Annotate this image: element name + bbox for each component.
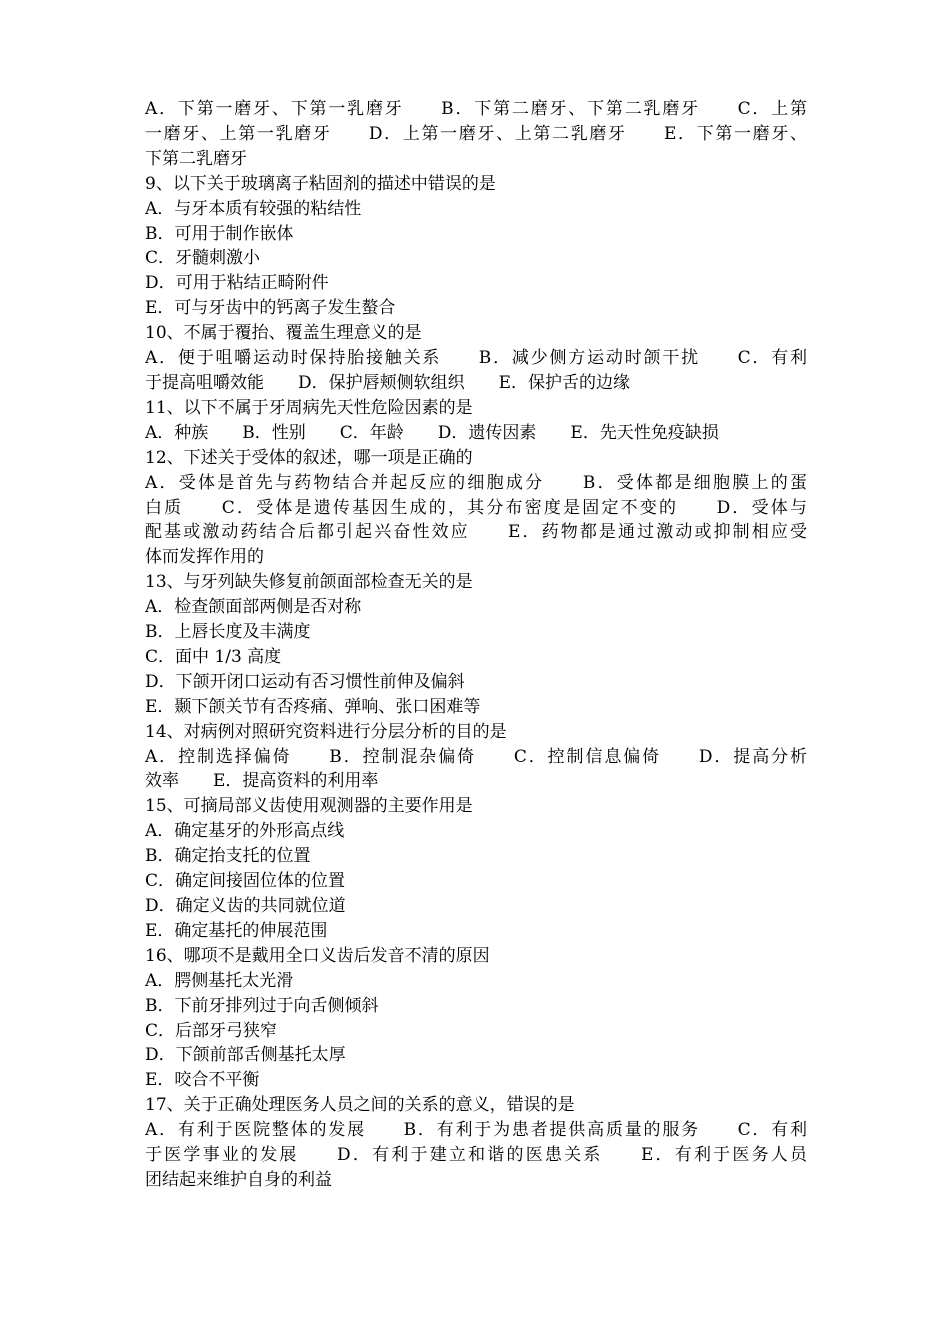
text-line: A．有利于医院整体的发展 B．有利于为患者提供高质量的服务 C．有利 [145,1120,807,1141]
text-line: E．可与牙齿中的钙离子发生螯合 [145,298,396,319]
text-line: A．种族 B．性别 C．年龄 D．遗传因素 E．先天性免疫缺损 [145,422,719,443]
text-line: 下第二乳磨牙 [145,148,247,169]
text-line: 团结起来维护自身的利益 [145,1169,332,1190]
text-line: B．确定抬支托的位置 [145,846,311,867]
text-line: 于提高咀嚼效能 D．保护唇颊侧软组织 E．保护舌的边缘 [145,372,631,393]
text-line: 16、哪项不是戴用全口义齿后发音不清的原因 [145,945,490,966]
text-line: 11、以下不属于牙周病先天性危险因素的是 [145,397,473,418]
text-line: A．下第一磨牙、下第一乳磨牙 B．下第二磨牙、下第二乳磨牙 C．上第 [145,99,807,119]
text-line: B．可用于制作嵌体 [145,223,294,244]
text-line: 10、不属于覆抬、覆盖生理意义的是 [145,323,422,344]
text-line: A．与牙本质有较强的粘结性 [145,198,362,219]
text-line: 一磨牙、上第一乳磨牙 D．上第一磨牙、上第二乳磨牙 E．下第一磨牙、 [145,123,807,144]
text-line: D．确定义齿的共同就位道 [145,896,346,916]
text-line: D．可用于粘结正畸附件 [145,273,329,294]
text-line: C．牙髓刺激小 [145,248,261,269]
text-line: 17、关于正确处理医务人员之间的关系的意义，错误的是 [145,1095,575,1116]
text-line: 于医学事业的发展 D．有利于建立和谐的医患关系 E．有利于医务人员 [145,1145,807,1166]
text-line: 体而发挥作用的 [145,547,264,568]
text-line: A．确定基牙的外形高点线 [145,821,345,842]
text-line: E．颞下颌关节有否疼痛、弹响、张口困难等 [145,696,481,717]
text-line: 13、与牙列缺失修复前颌面部检查无关的是 [145,572,473,593]
text-line: C．确定间接固位体的位置 [145,871,346,892]
text-line: A．受体是首先与药物结合并起反应的细胞成分 B．受体都是细胞膜上的蛋 [145,472,807,493]
text-line: 12、下述关于受体的叙述，哪一项是正确的 [145,447,473,468]
document-page [145,97,807,1193]
text-line: C．后部牙弓狭窄 [145,1020,278,1041]
text-line: 14、对病例对照研究资料进行分层分析的目的是 [145,721,507,742]
text-line: E．咬合不平衡 [145,1070,260,1091]
text-line: A．检查颌面部两侧是否对称 [145,597,362,618]
text-line: A．控制选择偏倚 B．控制混杂偏倚 C．控制信息偏倚 D．提高分析 [145,746,807,767]
text-line: 配基或激动药结合后都引起兴奋性效应 E．药物都是通过激动或抑制相应受 [145,522,807,543]
text-line: A．腭侧基托太光滑 [145,970,294,991]
text-line: B．下前牙排列过于向舌侧倾斜 [145,995,379,1016]
text-line: 效率 E．提高资料的利用率 [145,771,379,792]
text-line: B．上唇长度及丰满度 [145,622,311,643]
text-line: 白质 C．受体是遗传基因生成的，其分布密度是固定不变的 D．受体与 [145,497,807,518]
text-line: C．面中 1/3 高度 [145,646,282,667]
text-line: D．下颌开闭口运动有否习惯性前伸及偏斜 [145,671,465,692]
text-line: E．确定基托的伸展范围 [145,920,328,941]
text-line: 15、可摘局部义齿使用观测器的主要作用是 [145,796,473,817]
text-line: 9、以下关于玻璃离子粘固剂的描述中错误的是 [145,173,496,194]
text-line: A．便于咀嚼运动时保持胎接触关系 B．减少侧方运动时颌干扰 C．有利 [145,348,807,369]
text-line: D．下颌前部舌侧基托太厚 [145,1045,346,1066]
